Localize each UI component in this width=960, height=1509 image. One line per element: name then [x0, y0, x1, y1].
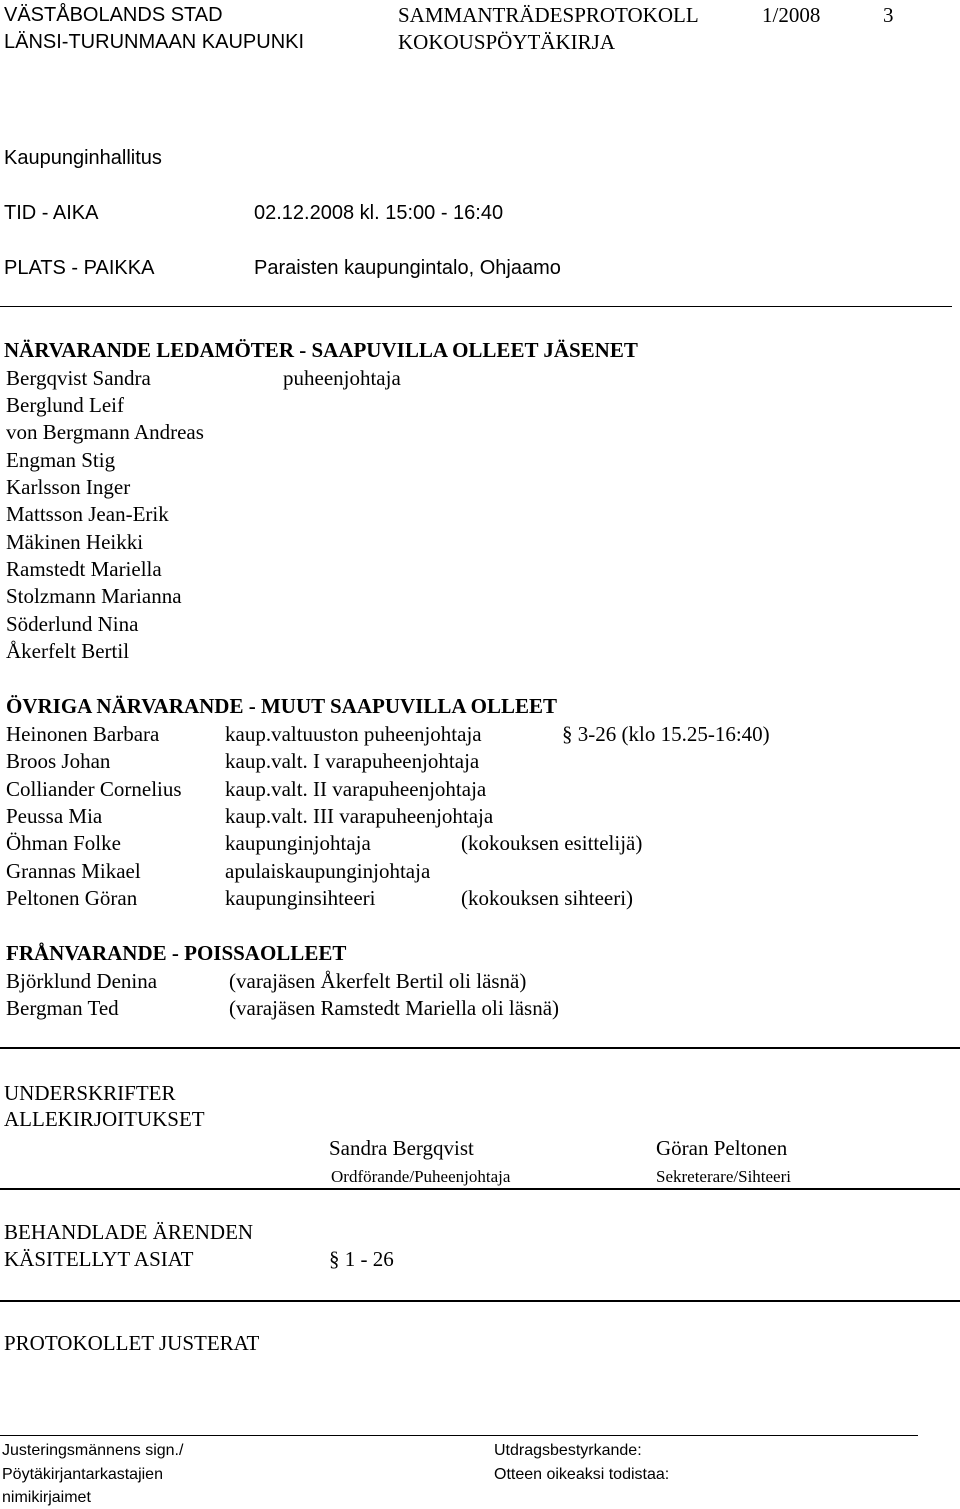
- absent-name: Bergman Ted: [6, 996, 119, 1020]
- signatures-label-fi: ALLEKIRJOITUKSET: [4, 1107, 205, 1131]
- verified-label: PROTOKOLLET JUSTERAT: [4, 1331, 260, 1355]
- member-name: Bergqvist Sandra: [6, 366, 151, 390]
- doc-type-sv: SAMMANTRÄDESPROTOKOLL: [398, 3, 699, 27]
- divider: [0, 1188, 960, 1190]
- member-name: Mäkinen Heikki: [6, 530, 144, 554]
- secretary-title: Sekreterare/Sihteeri: [656, 1167, 791, 1186]
- member-name: Stolzmann Marianna: [6, 584, 182, 608]
- chair-name: Sandra Bergqvist: [329, 1136, 474, 1160]
- absent-note: (varajäsen Åkerfelt Bertil oli läsnä): [229, 969, 527, 993]
- member-name: Ramstedt Mariella: [6, 557, 162, 581]
- divider: [0, 1300, 960, 1302]
- extract-label-fi: Otteen oikeaksi todistaa:: [494, 1466, 670, 1483]
- member-name: Karlsson Inger: [6, 475, 131, 499]
- chair-title: Ordförande/Puheenjohtaja: [331, 1167, 511, 1186]
- adjusters-label-fi-2: nimikirjaimet: [2, 1489, 91, 1506]
- other-name: Peussa Mia: [6, 804, 103, 828]
- doc-type-fi: KOKOUSPÖYTÄKIRJA: [398, 30, 616, 54]
- divider: [0, 1047, 960, 1049]
- other-role: kaup.valt. II varapuheenjohtaja: [225, 777, 487, 801]
- secretary-name: Göran Peltonen: [656, 1136, 788, 1160]
- other-name: Peltonen Göran: [6, 886, 138, 910]
- other-role: apulaiskaupunginjohtaja: [225, 859, 431, 883]
- matters-range: § 1 - 26: [329, 1247, 394, 1271]
- absent-name: Björklund Denina: [6, 969, 158, 993]
- member-name: Söderlund Nina: [6, 612, 139, 636]
- footer-divider: [0, 1435, 918, 1436]
- other-role: kaupunginsihteeri: [225, 886, 376, 910]
- issue-number: 1/2008: [762, 3, 821, 27]
- signatures-label-sv: UNDERSKRIFTER: [4, 1081, 176, 1105]
- page-number: 3: [883, 3, 894, 27]
- other-note: § 3-26 (klo 15.25-16:40): [562, 722, 770, 746]
- other-name: Broos Johan: [6, 749, 111, 773]
- others-heading: ÖVRIGA NÄRVARANDE - MUUT SAAPUVILLA OLLEET: [6, 694, 557, 718]
- org-name-fi: LÄNSI-TURUNMAAN KAUPUNKI: [4, 31, 305, 53]
- other-note: (kokouksen esittelijä): [461, 831, 643, 855]
- extract-label-sv: Utdragsbestyrkande:: [494, 1442, 642, 1459]
- other-role: kaup.valt. III varapuheenjohtaja: [225, 804, 494, 828]
- other-name: Heinonen Barbara: [6, 722, 160, 746]
- committee-name: Kaupunginhallitus: [4, 147, 162, 169]
- other-name: Grannas Mikael: [6, 859, 141, 883]
- time-label: TID - AIKA: [4, 202, 99, 224]
- other-role: kaup.valt. I varapuheenjohtaja: [225, 749, 480, 773]
- member-name: Mattsson Jean-Erik: [6, 502, 169, 526]
- divider: [0, 306, 952, 307]
- member-name: von Bergmann Andreas: [6, 420, 204, 444]
- org-name-sv: VÄSTÅBOLANDS STAD: [4, 4, 223, 26]
- other-role: kaupunginjohtaja: [225, 831, 371, 855]
- absent-note: (varajäsen Ramstedt Mariella oli läsnä): [229, 996, 560, 1020]
- matters-label-fi: KÄSITELLYT ASIAT: [4, 1247, 194, 1271]
- adjusters-label-sv: Justeringsmännens sign./: [2, 1442, 184, 1459]
- adjusters-label-fi: Pöytäkirjantarkastajien: [2, 1466, 163, 1483]
- absent-heading: FRÅNVARANDE - POISSAOLLEET: [6, 941, 347, 965]
- member-name: Åkerfelt Bertil: [6, 639, 130, 663]
- other-role: kaup.valtuuston puheenjohtaja: [225, 722, 482, 746]
- member-name: Berglund Leif: [6, 393, 125, 417]
- member-role: puheenjohtaja: [283, 366, 401, 390]
- time-value: 02.12.2008 kl. 15:00 - 16:40: [254, 202, 504, 224]
- place-value: Paraisten kaupungintalo, Ohjaamo: [254, 257, 561, 279]
- members-heading: NÄRVARANDE LEDAMÖTER - SAAPUVILLA OLLEET JÄSENET: [4, 338, 638, 362]
- place-label: PLATS - PAIKKA: [4, 257, 155, 279]
- member-name: Engman Stig: [6, 448, 116, 472]
- other-note: (kokouksen sihteeri): [461, 886, 634, 910]
- other-name: Colliander Cornelius: [6, 777, 182, 801]
- other-name: Öhman Folke: [6, 831, 121, 855]
- matters-label-sv: BEHANDLADE ÄRENDEN: [4, 1220, 254, 1244]
